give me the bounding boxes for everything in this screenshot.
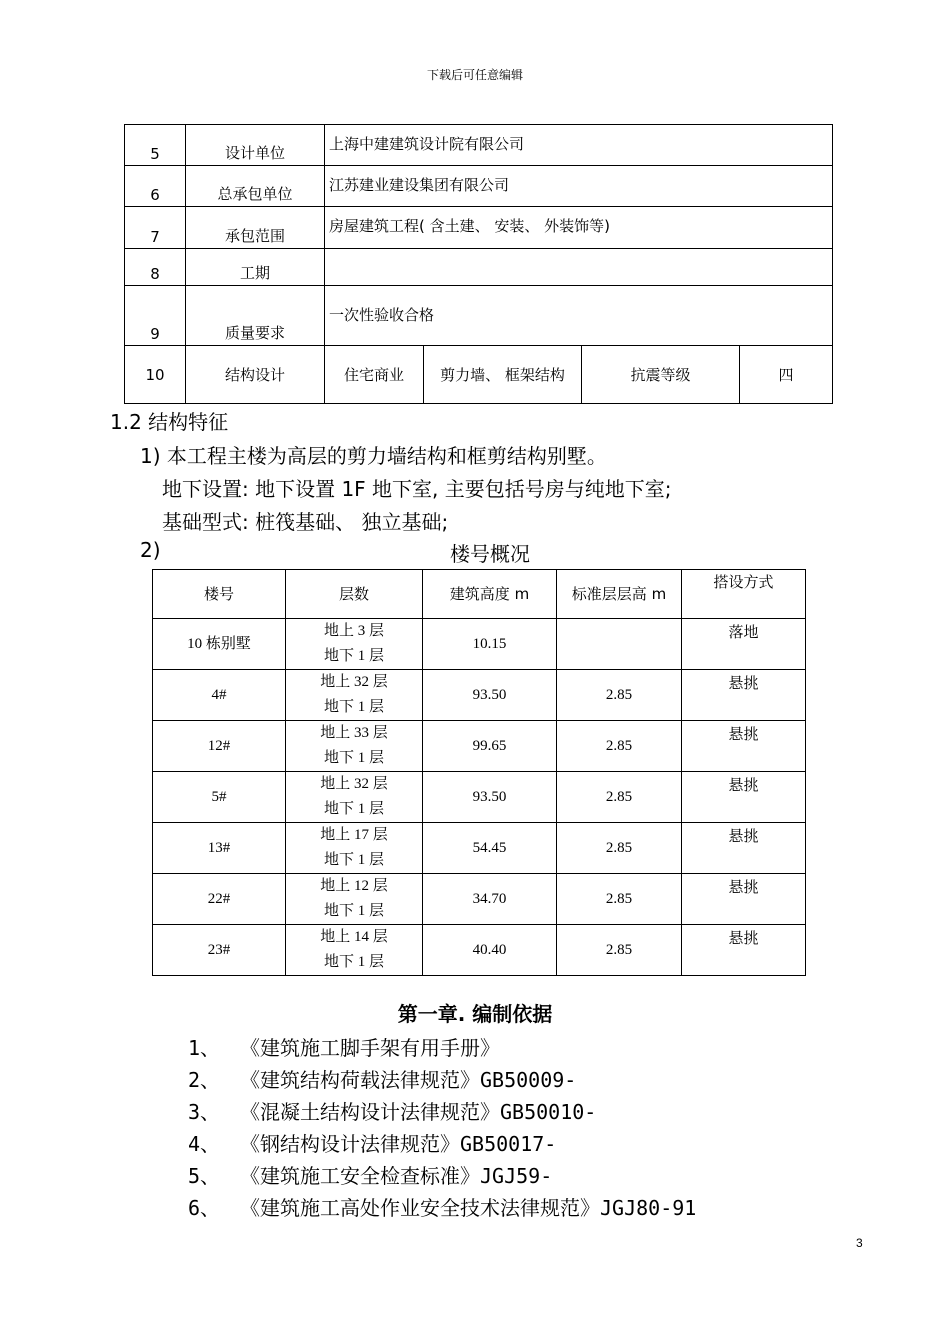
- floors-below: 地下 1 层: [323, 954, 384, 970]
- reference-item: [188, 1192, 696, 1221]
- standard-floor-height: 2.85: [557, 823, 682, 874]
- floors-below: 地下 1 层: [323, 699, 384, 715]
- building-number: 12#: [153, 721, 286, 772]
- scaffold-method: 悬挑: [682, 721, 806, 772]
- table-row: [125, 346, 833, 404]
- reference-text: 《混凝土结构设计法律规范》GB50010-: [240, 1100, 597, 1124]
- row-number: 6: [125, 166, 186, 207]
- reference-text: 《建筑施工脚手架有用手册》: [240, 1036, 500, 1060]
- row-number: 8: [125, 249, 186, 286]
- page-number: 3: [856, 1236, 863, 1250]
- building-height: 40.40: [423, 925, 557, 976]
- floor-count: [286, 823, 423, 874]
- building-number: 10 栋别墅: [153, 619, 286, 670]
- reference-number: 4、: [188, 1132, 221, 1156]
- row-value: 上海中建建筑设计院有限公司: [325, 125, 833, 166]
- reference-item: [188, 1160, 552, 1189]
- reference-text: 《建筑施工安全检查标准》JGJ59-: [240, 1164, 553, 1188]
- row-label: 设计单位: [186, 125, 325, 166]
- column-header: 标准层层高 m: [557, 570, 682, 619]
- seismic-value: 四: [740, 346, 833, 404]
- reference-number: 2、: [188, 1068, 221, 1092]
- building-height: 34.70: [423, 874, 557, 925]
- row-number: 5: [125, 125, 186, 166]
- scaffold-method: 悬挑: [682, 874, 806, 925]
- building-height: 93.50: [423, 670, 557, 721]
- row-label: 工期: [186, 249, 325, 286]
- building-overview-table: [152, 569, 806, 976]
- standard-floor-height: 2.85: [557, 772, 682, 823]
- chapter-title: 第一章. 编制依据: [397, 1002, 553, 1026]
- floor-count: [286, 670, 423, 721]
- floors-below: 地下 1 层: [323, 852, 384, 868]
- building-number: 5#: [153, 772, 286, 823]
- standard-floor-height: 2.85: [557, 670, 682, 721]
- building-number: 23#: [153, 925, 286, 976]
- column-header: 搭设方式: [682, 570, 806, 619]
- table-row: [125, 249, 833, 286]
- table-row: [125, 207, 833, 249]
- floors-above: 地上 33 层: [320, 725, 388, 741]
- row-label: 承包范围: [186, 207, 325, 249]
- paragraph-basement: 地下设置: 地下设置 1F 地下室, 主要包括号房与纯地下室;: [162, 477, 672, 501]
- standard-floor-height: 2.85: [557, 721, 682, 772]
- table-row: [125, 286, 833, 346]
- floor-count: [286, 619, 423, 670]
- reference-item: [188, 1096, 596, 1125]
- table-row: [153, 619, 806, 670]
- building-height: 10.15: [423, 619, 557, 670]
- floors-below: 地下 1 层: [323, 903, 384, 919]
- page-header: 下载后可任意编辑: [426, 68, 523, 82]
- scaffold-method: 悬挑: [682, 670, 806, 721]
- building-number: 4#: [153, 670, 286, 721]
- floors-below: 地下 1 层: [323, 750, 384, 766]
- column-header: 建筑高度 m: [423, 570, 557, 619]
- building-height: 54.45: [423, 823, 557, 874]
- table-row: [125, 166, 833, 207]
- standard-floor-height: 2.85: [557, 925, 682, 976]
- paragraph-foundation: 基础型式: 桩筏基础、 独立基础;: [162, 510, 449, 534]
- building-table-title: 楼号概况: [450, 542, 530, 566]
- floor-count: [286, 874, 423, 925]
- floors-below: 地下 1 层: [323, 801, 384, 817]
- table-row: [125, 125, 833, 166]
- row-number: 10: [125, 346, 186, 404]
- reference-number: 5、: [188, 1164, 221, 1188]
- row-value: [325, 249, 833, 286]
- scaffold-method: 落地: [682, 619, 806, 670]
- table-row: [153, 823, 806, 874]
- structure-use: 住宅商业: [325, 346, 424, 404]
- row-label: 结构设计: [186, 346, 325, 404]
- row-value: 房屋建筑工程( 含土建、 安装、 外装饰等): [325, 207, 833, 249]
- reference-item: [188, 1032, 500, 1061]
- building-number: 22#: [153, 874, 286, 925]
- paragraph-number: 2): [140, 538, 161, 562]
- reference-text: 《钢结构设计法律规范》GB50017-: [240, 1132, 557, 1156]
- seismic-label: 抗震等级: [582, 346, 740, 404]
- floors-above: 地上 17 层: [320, 827, 388, 843]
- scaffold-method: 悬挑: [682, 925, 806, 976]
- row-number: 9: [125, 286, 186, 346]
- floors-below: 地下 1 层: [323, 648, 384, 664]
- floor-count: [286, 772, 423, 823]
- table-header-row: [153, 570, 806, 619]
- structure-type: 剪力墙、 框架结构: [424, 346, 582, 404]
- table-row: [153, 925, 806, 976]
- standard-floor-height: 2.85: [557, 874, 682, 925]
- scaffold-method: 悬挑: [682, 823, 806, 874]
- standard-floor-height: [557, 619, 682, 670]
- floor-count: [286, 721, 423, 772]
- building-height: 99.65: [423, 721, 557, 772]
- column-header: 楼号: [153, 570, 286, 619]
- floors-above: 地上 32 层: [320, 674, 388, 690]
- building-height: 93.50: [423, 772, 557, 823]
- reference-item: [188, 1128, 556, 1157]
- table-row: [153, 670, 806, 721]
- reference-number: 3、: [188, 1100, 221, 1124]
- row-value: 一次性验收合格: [325, 286, 833, 346]
- row-label: 质量要求: [186, 286, 325, 346]
- floors-above: 地上 32 层: [320, 776, 388, 792]
- reference-number: 6、: [188, 1196, 221, 1220]
- row-label: 总承包单位: [186, 166, 325, 207]
- column-header: 层数: [286, 570, 423, 619]
- table-row: [153, 874, 806, 925]
- row-number: 7: [125, 207, 186, 249]
- floor-count: [286, 925, 423, 976]
- reference-text: 《建筑施工高处作业安全技术法律规范》JGJ80-91: [240, 1196, 697, 1220]
- reference-text: 《建筑结构荷载法律规范》GB50009-: [240, 1068, 577, 1092]
- floors-above: 地上 12 层: [320, 878, 388, 894]
- reference-item: [188, 1064, 576, 1093]
- floors-above: 地上 3 层: [323, 623, 384, 639]
- table-row: [153, 772, 806, 823]
- project-info-table: [124, 124, 833, 404]
- building-number: 13#: [153, 823, 286, 874]
- table-row: [153, 721, 806, 772]
- scaffold-method: 悬挑: [682, 772, 806, 823]
- reference-number: 1、: [188, 1036, 221, 1060]
- section-title: 1.2 结构特征: [110, 410, 229, 434]
- paragraph-structure: 1) 本工程主楼为高层的剪力墙结构和框剪结构别墅。: [140, 444, 607, 468]
- row-value: 江苏建业建设集团有限公司: [325, 166, 833, 207]
- floors-above: 地上 14 层: [320, 929, 388, 945]
